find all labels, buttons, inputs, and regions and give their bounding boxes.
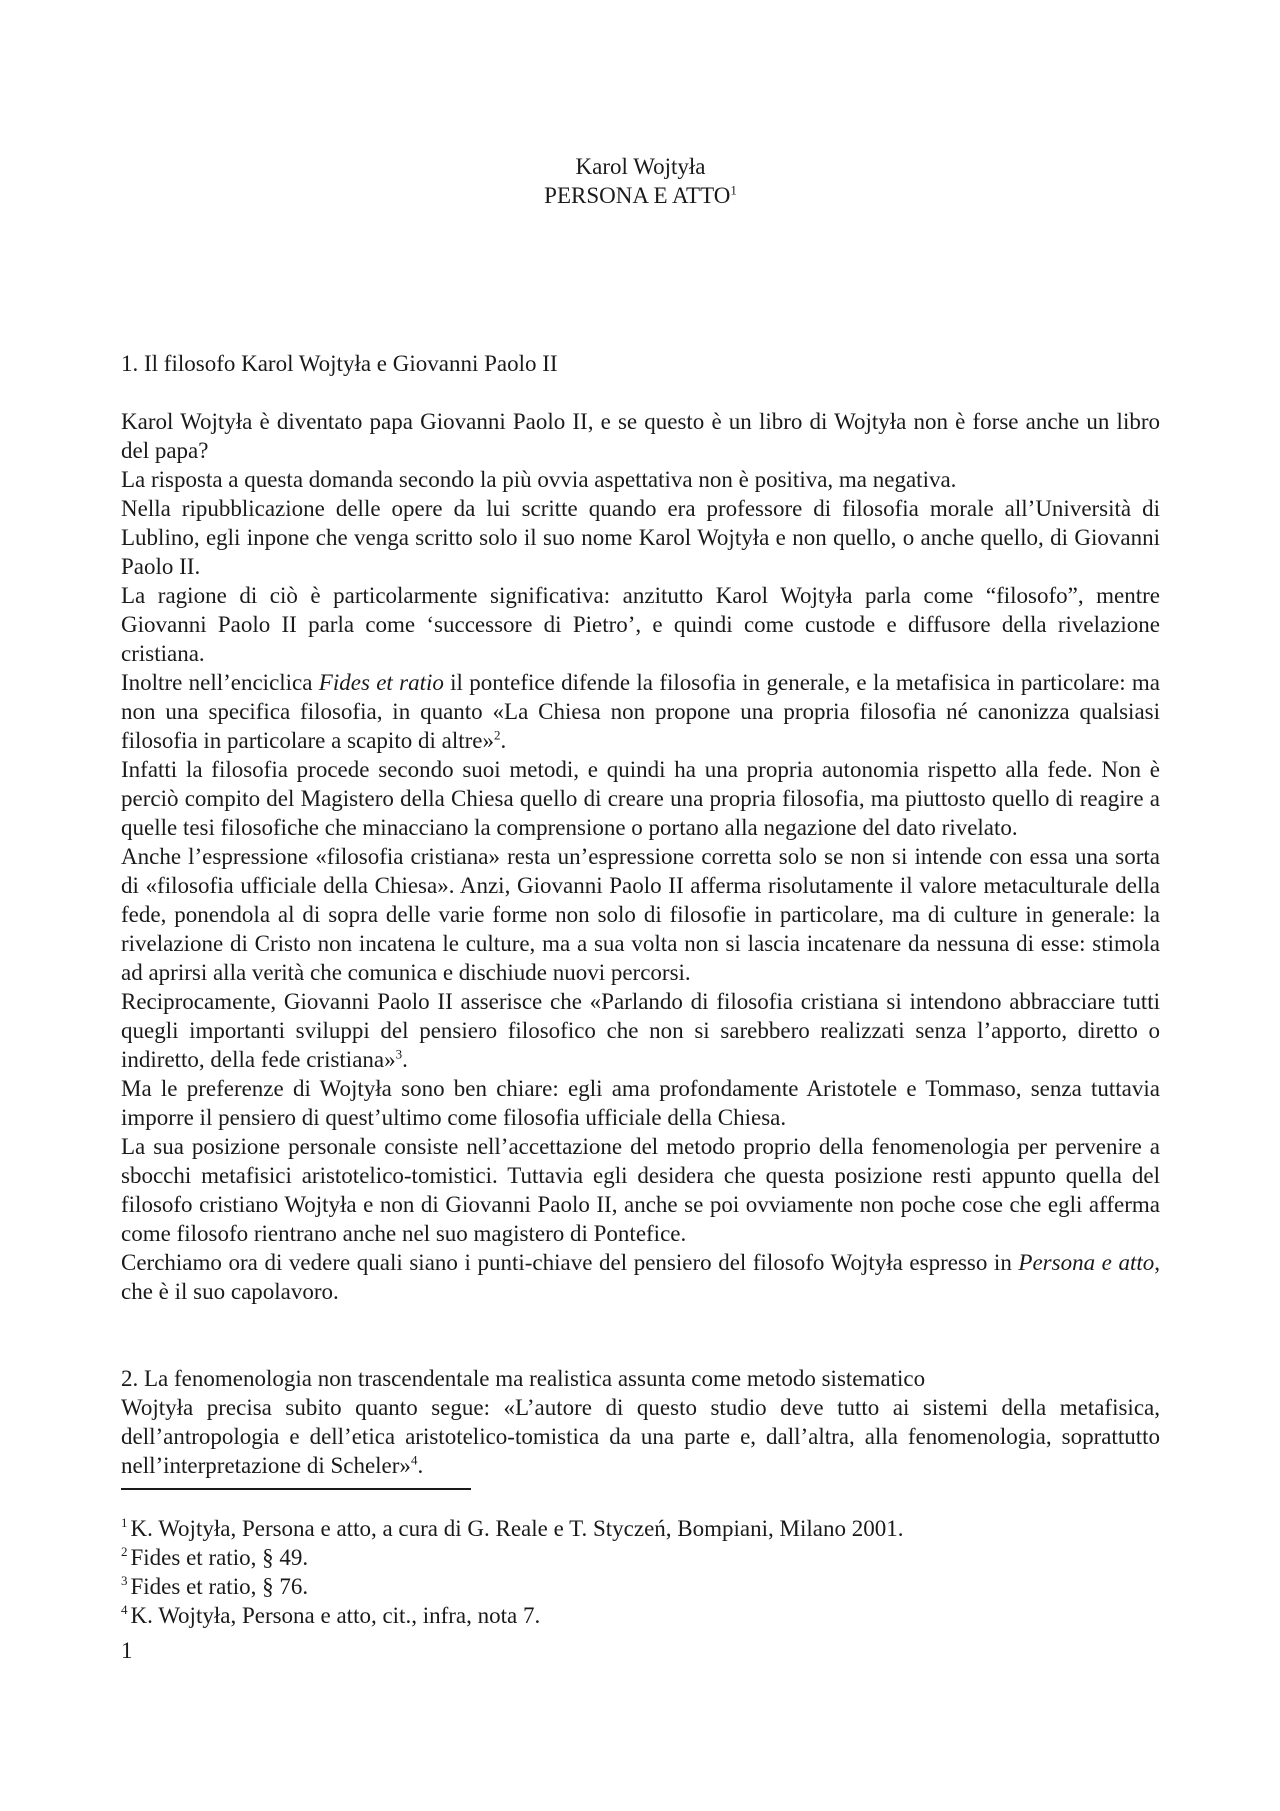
text-run: Wojtyła precisa subito quanto segue: «L’autore di questo studio deve tutto ai sistemi della metafisica, dell’antropologia e dell’etica aristotelico-tomistica da una parte e, dall’altra, alla fenomenologia, soprattutto nell’interpretazione di Scheler»	[121, 1395, 1160, 1478]
paragraph: Nella ripubblicazione delle opere da lui scritte quando era professore di filosofia morale all’Università di Lublino, egli inpone che venga scritto solo il suo nome Karol Wojtyła e non quello, o anche quello, di Giovanni Paolo II.	[121, 496, 1160, 579]
text-run: .	[402, 1047, 408, 1072]
text-run: Cerchiamo ora di vedere quali siano i punti-chiave del pensiero del filosofo Wojtyła espresso in	[121, 1250, 1019, 1275]
footnote-text: Fides et ratio, § 49.	[130, 1545, 309, 1570]
paragraph: La ragione di ciò è particolarmente significativa: anzitutto Karol Wojtyła parla come “filosofo”, mentre Giovanni Paolo II parla come ‘successore di Pietro’, e quindi come custode e diffusore della rivelazione cristiana.	[121, 583, 1160, 666]
footnote-item	[121, 1543, 1160, 1572]
footnote-divider	[121, 1488, 471, 1490]
text-run: Reciprocamente, Giovanni Paolo II asserisce che «Parlando di filosofia cristiana si intendono abbracciare tutti quegli importanti sviluppi del pensiero filosofico che non si sarebbero realizzati senza l’apporto, diretto o indiretto, della fede cristiana»	[121, 989, 1160, 1072]
footnote-ref: 4	[410, 1452, 418, 1468]
paragraph: Ma le preferenze di Wojtyła sono ben chiare: egli ama profondamente Aristotele e Tommaso, senza tuttavia imporre il pensiero di quest’ultimo come filosofia ufficiale della Chiesa.	[121, 1076, 1160, 1130]
text-run: .	[500, 728, 507, 753]
footnote-text: Fides et ratio, § 76.	[130, 1574, 309, 1599]
section-heading-1: 1. Il filosofo Karol Wojtyła e Giovanni Paolo II	[121, 351, 558, 376]
footnote-number: 3	[121, 1573, 128, 1589]
footnote-number: 2	[121, 1544, 128, 1560]
paragraph: La sua posizione personale consiste nell’accettazione del metodo proprio della fenomenologia per pervenire a sbocchi metafisici aristotelico-tomistici. Tuttavia egli desidera che questa posizione resti appunto quella del filosofo cristiano Wojtyła e non di Giovanni Paolo II, anche se poi ovviamente non poche cose che egli afferma come filosofo rientrano anche nel suo magistero di Pontefice.	[121, 1134, 1160, 1246]
footnote-text: K. Wojtyła, Persona e atto, a cura di G. Reale e T. Styczeń, Bompiani, Milano 2001.	[130, 1516, 904, 1541]
paragraph: La risposta a questa domanda secondo la più ovvia aspettativa non è positiva, ma negativa.	[121, 467, 957, 492]
paragraph	[121, 668, 1160, 755]
paragraph: Anche l’espressione «filosofia cristiana» resta un’espressione corretta solo se non si intende con essa una sorta di «filosofia ufficiale della Chiesa». Anzi, Giovanni Paolo II afferma risolutamente il valore metaculturale della fede, ponendola al di sopra delle varie forme non solo di filosofie in particolare, ma di culture in generale: la rivelazione di Cristo non incatena le culture, ma a sua volta non si lascia incatenare da nessuna di esse: stimola ad aprirsi alla verità che comunica e dischiude nuovi percorsi.	[121, 844, 1160, 985]
footnote-number: 1	[121, 1515, 128, 1531]
footnote-ref: 3	[395, 1046, 403, 1062]
paragraph	[121, 987, 1160, 1074]
title-block	[121, 152, 1160, 210]
paragraph: Infatti la filosofia procede secondo suoi metodi, e quindi ha una propria autonomia rispetto alla fede. Non è perciò compito del Magistero della Chiesa quello di creare una propria filosofia, ma piuttosto quello di reagire a quelle tesi filosofiche che minacciano la comprensione o portano alla negazione del dato rivelato.	[121, 757, 1160, 840]
footnote-number: 4	[121, 1602, 128, 1618]
footnote-item	[121, 1601, 1160, 1630]
paragraph	[121, 1248, 1160, 1306]
italic-title: Persona e atto	[1018, 1250, 1155, 1275]
text-run: , che è il suo capolavoro.	[121, 1250, 1160, 1304]
document-title	[121, 181, 1160, 210]
italic-title: Fides et ratio	[318, 670, 444, 695]
footnote-item	[121, 1572, 1160, 1601]
footnote-text: K. Wojtyła, Persona e atto, cit., infra, nota 7.	[130, 1603, 541, 1628]
footnote-ref: 2	[493, 727, 501, 743]
author-name: Karol Wojtyła	[575, 154, 706, 179]
title-text: PERSONA E ATTO	[544, 183, 731, 208]
text-run: il pontefice difende la filosofia in generale, e la metafisica in particolare: ma non una specifica filosofia, in quanto «La Chiesa non propone una propria filosofia né canonizza qualsiasi filosofia in particolare a scapito di altre»	[121, 670, 1160, 753]
footnote-item	[121, 1514, 1160, 1543]
page-number: 1	[121, 1638, 133, 1663]
paragraph: Karol Wojtyła è diventato papa Giovanni Paolo II, e se questo è un libro di Wojtyła non è forse anche un libro del papa?	[121, 409, 1160, 463]
paragraph	[121, 1393, 1160, 1480]
text-run: .	[417, 1453, 424, 1478]
document-page	[121, 152, 1160, 1665]
section-heading-2: 2. La fenomenologia non trascendentale ma realistica assunta come metodo sistematico	[121, 1366, 926, 1391]
text-run: Inoltre nell’enciclica	[121, 670, 319, 695]
footnote-ref: 1	[730, 182, 737, 198]
footnotes	[121, 1514, 1160, 1630]
